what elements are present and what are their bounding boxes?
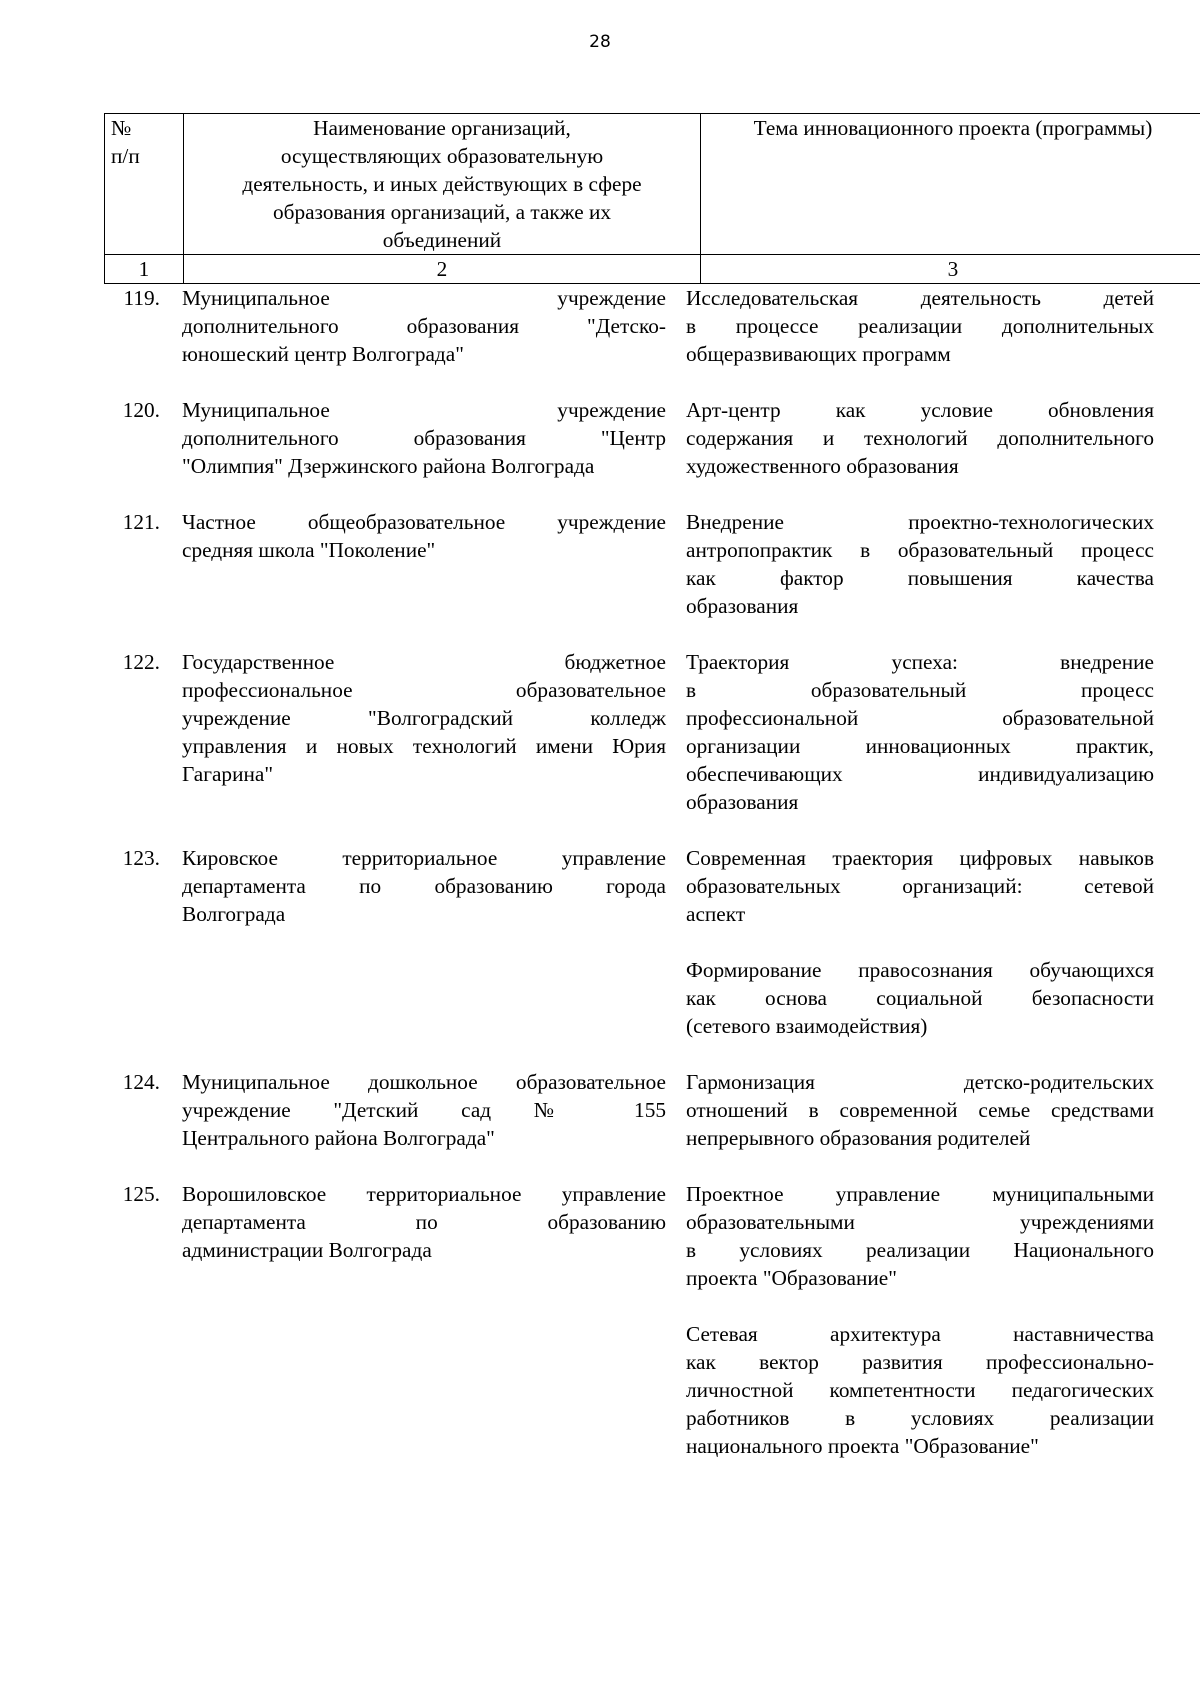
table-row xyxy=(104,648,1166,816)
table-row xyxy=(104,284,1166,368)
row-spacer-cell xyxy=(104,620,1166,648)
organization-line: Муниципальное учреждение xyxy=(182,398,666,422)
topic-line: Арт-центр как условие обновления xyxy=(686,398,1154,422)
column-number: 1 xyxy=(105,255,184,284)
topic-line: работников в условиях реализации xyxy=(686,1406,1154,1430)
topic-line: в условиях реализации Национального xyxy=(686,1238,1154,1262)
organization-name xyxy=(170,284,674,368)
header-number-column xyxy=(105,114,184,255)
organization-line: департамента по образованию xyxy=(182,1210,666,1234)
organization-line: Ворошиловское территориальное управление xyxy=(182,1182,666,1206)
row-spacer xyxy=(104,1040,1166,1068)
table-row xyxy=(104,1068,1166,1152)
topic-line: образования xyxy=(686,594,799,618)
topic-line: в образовательный процесс xyxy=(686,678,1154,702)
row-number: 123. xyxy=(122,846,160,870)
row-spacer xyxy=(104,480,1166,508)
header-line: образования организаций, а также их xyxy=(272,200,612,224)
project-topics xyxy=(674,844,1166,1040)
topic-line: организации инновационных практик, xyxy=(686,734,1154,758)
topic-line: как фактор повышения качества xyxy=(686,566,1154,590)
organization-name xyxy=(170,1068,674,1152)
project-topics xyxy=(674,396,1166,480)
topic-line: как вектор развития профессионально- xyxy=(686,1350,1154,1374)
project-topic xyxy=(686,284,1154,368)
table-header xyxy=(104,113,1200,284)
row-spacer-cell xyxy=(104,1152,1166,1180)
table-body xyxy=(104,284,1166,1460)
header-organization-column xyxy=(184,114,701,255)
table-row xyxy=(104,508,1166,620)
topic-line: обеспечивающих индивидуализацию xyxy=(686,762,1154,786)
organization-line: дополнительного образования "Детско- xyxy=(182,314,666,338)
topic-line: антропопрактик в образовательный процесс xyxy=(686,538,1154,562)
topic-line: содержания и технологий дополнительного xyxy=(686,426,1154,450)
project-topics xyxy=(674,508,1166,620)
row-number: 125. xyxy=(122,1182,160,1206)
header-topic-column xyxy=(701,114,1200,255)
topic-line: общеразвивающих программ xyxy=(686,342,951,366)
organization-name xyxy=(170,396,674,480)
organization-line: администрации Волгограда xyxy=(182,1238,432,1262)
organization-line: средняя школа "Поколение" xyxy=(182,538,436,562)
organization-name xyxy=(170,1180,674,1460)
topic-line: Проектное управление муниципальными xyxy=(686,1182,1154,1206)
row-spacer xyxy=(104,620,1166,648)
topic-line: профессиональной образовательной xyxy=(686,706,1154,730)
organization-line: дополнительного образования "Центр xyxy=(182,426,666,450)
project-topic xyxy=(686,956,1154,1040)
organization-name xyxy=(170,648,674,816)
organization-name xyxy=(170,508,674,620)
topic-line: непрерывного образования родителей xyxy=(686,1126,1031,1150)
row-number: 120. xyxy=(122,398,160,422)
organization-line: учреждение "Детский сад № 155 xyxy=(182,1098,666,1122)
topic-line: Сетевая архитектура наставничества xyxy=(686,1322,1154,1346)
project-topics xyxy=(674,1180,1166,1460)
header-line: осуществляющих образовательную xyxy=(280,144,604,168)
topic-line: (сетевого взаимодействия) xyxy=(686,1014,928,1038)
organization-line: Муниципальное учреждение xyxy=(182,286,666,310)
topic-line: образования xyxy=(686,790,799,814)
organization-line: профессиональное образовательное xyxy=(182,678,666,702)
topic-line: национального проекта "Образование" xyxy=(686,1434,1039,1458)
topic-line: аспект xyxy=(686,902,746,926)
organization-line: Центрального района Волгограда" xyxy=(182,1126,495,1150)
row-number: 119. xyxy=(123,286,160,310)
topic-line: Формирование правосознания обучающихся xyxy=(686,958,1154,982)
project-topic xyxy=(686,508,1154,620)
organization-line: департамента по образованию города xyxy=(182,874,666,898)
topic-line: образовательными учреждениями xyxy=(686,1210,1154,1234)
topic-line: проекта "Образование" xyxy=(686,1266,897,1290)
organization-line: Муниципальное дошкольное образовательное xyxy=(182,1070,666,1094)
row-spacer-cell xyxy=(104,816,1166,844)
row-spacer xyxy=(104,1152,1166,1180)
organization-line: "Олимпия" Дзержинского района Волгограда xyxy=(182,454,595,478)
header-line: деятельность, и иных действующих в сфере xyxy=(242,172,642,196)
header-line: п/п xyxy=(111,144,140,168)
table-row xyxy=(104,1180,1166,1460)
project-topics xyxy=(674,648,1166,816)
table-row xyxy=(104,396,1166,480)
column-number-row xyxy=(105,255,1200,284)
header-row xyxy=(105,114,1200,255)
organization-name xyxy=(170,844,674,1040)
page-number: 28 xyxy=(589,32,611,52)
row-spacer-cell xyxy=(104,1040,1166,1068)
header-line: объединений xyxy=(382,228,502,252)
project-topics xyxy=(674,1068,1166,1152)
header-line: Тема инновационного проекта (программы) xyxy=(753,116,1153,140)
organization-line: Кировское территориальное управление xyxy=(182,846,666,870)
project-topic xyxy=(686,1320,1154,1460)
row-spacer xyxy=(104,816,1166,844)
project-topic xyxy=(686,1180,1154,1292)
organization-line: Волгограда xyxy=(182,902,286,926)
topic-line: в процессе реализации дополнительных xyxy=(686,314,1154,338)
organization-line: Государственное бюджетное xyxy=(182,650,666,674)
project-topic xyxy=(686,1068,1154,1152)
topic-line: Внедрение проектно-технологических xyxy=(686,510,1154,534)
header-line: № xyxy=(111,116,132,140)
row-number: 122. xyxy=(122,650,160,674)
row-spacer xyxy=(104,368,1166,396)
document-table xyxy=(104,113,1166,1460)
table-row xyxy=(104,844,1166,1040)
organization-line: управления и новых технологий имени Юрия xyxy=(182,734,666,758)
row-number: 121. xyxy=(122,510,160,534)
header-line: Наименование организаций, xyxy=(313,116,571,140)
topic-line: художественного образования xyxy=(686,454,959,478)
project-topic xyxy=(686,844,1154,928)
project-topic xyxy=(686,648,1154,816)
row-number: 124. xyxy=(122,1070,160,1094)
project-topics xyxy=(674,284,1166,368)
topic-line: Траектория успеха: внедрение xyxy=(686,650,1154,674)
topic-line: личностной компетентности педагогических xyxy=(686,1378,1154,1402)
topic-line: как основа социальной безопасности xyxy=(686,986,1154,1010)
column-number: 2 xyxy=(184,255,701,284)
topic-line: Гармонизация детско-родительских xyxy=(686,1070,1154,1094)
organization-line: учреждение "Волгоградский колледж xyxy=(182,706,666,730)
organization-line: Гагарина" xyxy=(182,762,274,786)
row-spacer-cell xyxy=(104,368,1166,396)
organization-line: Частное общеобразовательное учреждение xyxy=(182,510,666,534)
topic-line: Исследовательская деятельность детей xyxy=(686,286,1154,310)
column-number: 3 xyxy=(701,255,1200,284)
topic-line: образовательных организаций: сетевой xyxy=(686,874,1154,898)
organization-line: юношеский центр Волгограда" xyxy=(182,342,464,366)
topic-line: Современная траектория цифровых навыков xyxy=(686,846,1154,870)
topic-line: отношений в современной семье средствами xyxy=(686,1098,1154,1122)
row-spacer-cell xyxy=(104,480,1166,508)
project-topic xyxy=(686,396,1154,480)
